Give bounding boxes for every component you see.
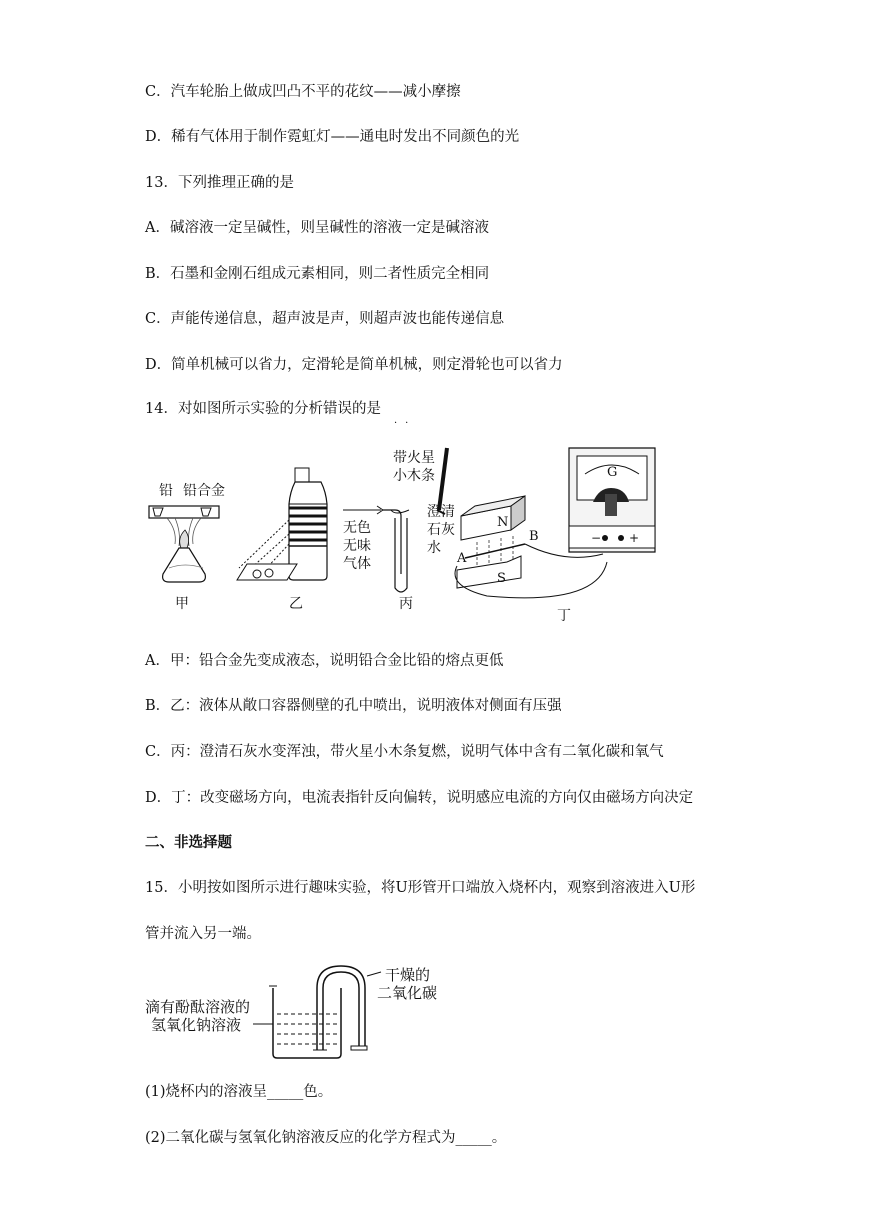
question-13: 13．下列推理正确的是	[145, 175, 294, 191]
label-gas-3: 气体	[343, 556, 371, 572]
label-g: G	[607, 465, 618, 480]
q14-option-c: C．丙：澄清石灰水变浑浊，带火星小木条复燃，说明气体中含有二氧化碳和氧气	[145, 744, 664, 760]
q14-option-a: A．甲：铅合金先变成液态，说明铅合金比铅的熔点更低	[145, 653, 504, 669]
label-gas-1: 无色	[343, 520, 371, 536]
label-lime-1: 澄清	[427, 504, 455, 520]
q14-option-b: B．乙：液体从敞口容器侧壁的孔中喷出，说明液体对侧面有压强	[145, 698, 562, 714]
caption-ding: 丁	[557, 608, 571, 624]
label-lead-alloy: 铅合金	[183, 483, 225, 499]
label-minus: −	[591, 531, 602, 545]
q13-option-b: B．石墨和金刚石组成元素相同，则二者性质完全相同	[145, 266, 490, 282]
label-dry-1: 干燥的	[385, 966, 431, 984]
label-solution-2: 氢氧化钠溶液	[151, 1016, 242, 1034]
caption-yi: 乙	[289, 596, 303, 612]
label-lime-3: 水	[427, 540, 441, 556]
figure-14	[145, 438, 665, 628]
label-s: S	[497, 571, 506, 586]
label-plus: +	[629, 531, 640, 545]
section-heading: 二、非选择题	[145, 834, 232, 851]
emphasis-dots: ··	[394, 418, 417, 429]
q12-option-d: D．稀有气体用于制作霓虹灯——通电时发出不同颜色的光	[145, 129, 520, 145]
label-dry-2: 二氧化碳	[377, 984, 438, 1002]
label-stick-2: 小木条	[393, 468, 435, 484]
question-14: 14．对如图所示实验的分析错误的是	[145, 401, 381, 417]
label-gas-2: 无味	[343, 538, 371, 554]
q15-part-1: (1)烧杯内的溶液呈_____色。	[145, 1084, 333, 1100]
q13-option-c: C．声能传递信息，超声波是声，则超声波也能传递信息	[145, 311, 505, 327]
question-15-cont: 管并流入另一端。	[145, 926, 261, 942]
q15-part-2: (2)二氧化碳与氢氧化钠溶液反应的化学方程式为_____。	[145, 1130, 507, 1146]
q13-option-d: D．简单机械可以省力，定滑轮是简单机械，则定滑轮也可以省力	[145, 357, 563, 373]
q12-option-c: C．汽车轮胎上做成凹凸不平的花纹——减小摩擦	[145, 84, 461, 100]
q13-option-a: A．碱溶液一定呈碱性，则呈碱性的溶液一定是碱溶液	[145, 220, 489, 236]
caption-jia: 甲	[175, 596, 189, 612]
question-15: 15．小明按如图所示进行趣味实验，将U形管开口端放入烧杯内，观察到溶液进入U形	[145, 880, 696, 896]
label-a: A	[457, 551, 467, 566]
label-n: N	[497, 515, 509, 530]
figure-jia	[149, 483, 225, 612]
figure-yi	[237, 468, 327, 612]
q14-option-d: D．丁：改变磁场方向，电流表指针反向偏转，说明感应电流的方向仅由磁场方向决定	[145, 790, 694, 806]
label-lead: 铅	[159, 483, 173, 499]
label-b: B	[529, 529, 539, 544]
caption-bing: 丙	[399, 596, 413, 612]
label-lime-2: 石灰	[427, 522, 455, 538]
figure-15	[145, 956, 445, 1066]
figure-ding	[427, 448, 655, 624]
label-solution-1: 滴有酚酞溶液的	[145, 998, 251, 1016]
label-stick-1: 带火星	[393, 450, 435, 466]
